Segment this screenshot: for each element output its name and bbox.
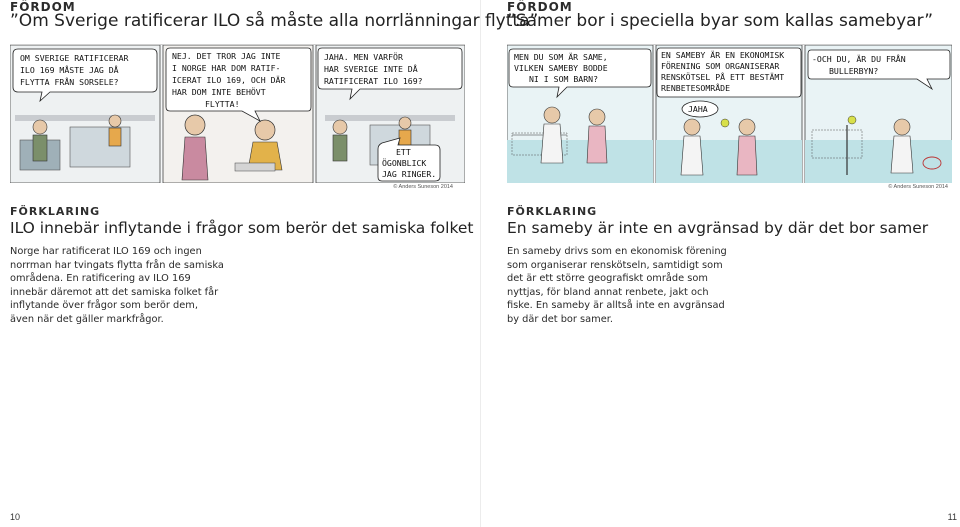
bubble-line: NEJ. DET TROR JAG INTE [172, 51, 281, 61]
bubble-line: RENSKÖTSEL PÅ ETT BESTÄMT [661, 72, 785, 82]
fact-heading: En sameby är inte en avgränsad by där det bor samer [507, 219, 929, 237]
speech-bubble-3 [682, 101, 718, 117]
page-number-left: 10 [10, 512, 21, 522]
bubble-line: BULLERBYN? [829, 66, 879, 76]
bubble-line: FLYTTA FRÅN SORSELE? [20, 77, 119, 87]
bubble-line: EN SAMEBY ÄR EN EKONOMISK [661, 50, 785, 60]
fact-label: FÖRKLARING [10, 205, 101, 218]
comic-strip-ilo [10, 44, 465, 183]
copyright-credit: © Anders Suneson 2014 [393, 184, 453, 190]
bubble-line: MEN DU SOM ÄR SAME, [514, 52, 608, 62]
myth-label: FÖRDOM [507, 0, 573, 14]
bubble-line: HAR DOM INTE BEHÖVT [172, 87, 266, 97]
fact-body: Norge har ratificerat ILO 169 och ingen norrman har tvingats flytta från de samiska områdena. En ratificering av ILO 169 innebär däremot att det samiska folket får inflytande över frågor som berör dem, även när det gäller markfrågor. [10, 246, 224, 325]
comic-strip-sameby [507, 44, 952, 183]
bubble-line: JAHA. MEN VARFÖR [324, 52, 403, 62]
myth-quote: ”Om Sverige ratificerar ILO så måste alla norrlänningar flytta” [10, 11, 539, 31]
fact-body: En sameby drivs som en ekonomisk förening som organiserar renskötseln, samtidigt som det är ett större geografiskt område som nyttjas, för bland annat renbete, jakt och fiske. En sameby är alltså inte en avgränsad by där det bor samer. [507, 246, 727, 325]
speech-bubble-2 [657, 48, 801, 97]
bubble-line: HAR SVERIGE INTE DÅ [324, 64, 418, 74]
bubble-line: ÖGONBLICK [382, 158, 427, 168]
bubble-line: VILKEN SAMEBY BODDE [514, 63, 608, 73]
bubble-line: RATIFICERAT ILO 169? [324, 76, 423, 86]
comic-illustration [10, 45, 465, 183]
page-gutter [480, 0, 481, 527]
bubble-line: OM SVERIGE RATIFICERAR [20, 53, 129, 63]
fact-label: FÖRKLARING [507, 205, 598, 218]
bubble-line: JAG RINGER. [382, 169, 437, 179]
bubble-line: JAHA [688, 104, 708, 114]
comic-illustration [507, 45, 952, 183]
bubble-line: FÖRENING SOM ORGANISERAR [661, 61, 780, 71]
bubble-line: ILO 169 MÅSTE JAG DÅ [20, 65, 119, 75]
bubble-line: -OCH DU, ÄR DU FRÅN [812, 54, 906, 64]
page-number-right: 11 [947, 512, 957, 522]
myth-quote: ”Samer bor i speciella byar som kallas samebyar” [507, 11, 934, 31]
speech-bubble-2 [166, 48, 311, 121]
myth-label: FÖRDOM [10, 0, 76, 14]
bubble-line: NI I SOM BARN? [529, 74, 599, 84]
bubble-line: ICERAT ILO 169, OCH DÄR [172, 75, 286, 85]
bubble-line: FLYTTA! [205, 99, 240, 109]
copyright-credit: © Anders Suneson 2014 [888, 184, 948, 190]
fact-heading: ILO innebär inflytande i frågor som berör det samiska folket [10, 219, 474, 237]
bubble-line: I NORGE HAR DOM RATIF- [172, 63, 281, 73]
bubble-line: RENBETESOMRÅDE [661, 83, 731, 93]
bubble-line: ETT [396, 147, 411, 157]
